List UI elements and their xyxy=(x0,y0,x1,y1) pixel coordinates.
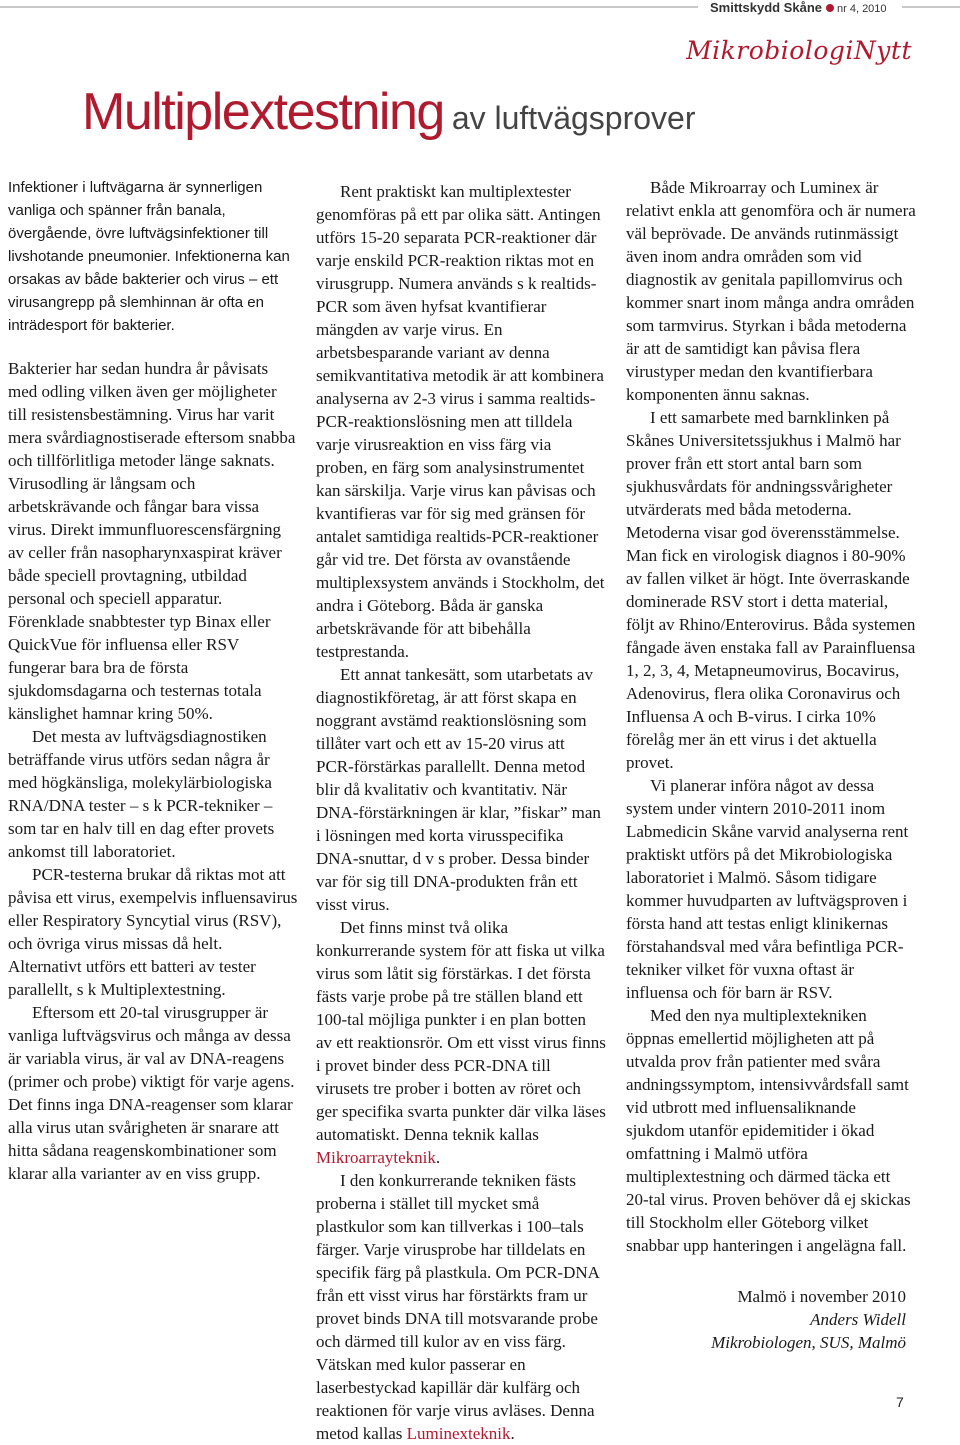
signature-place-date: Malmö i november 2010 xyxy=(737,1287,906,1306)
masthead xyxy=(710,0,887,17)
ingress: Infektioner i luftvägarna är synnerligen vanliga och spänner från banala, övergående, övre luftvägsinfektioner till livshotande pneumonier. Infektionerna kan orsakas av både bakterier och virus – ett virusangrepp på slemhinnan är ofta en inträdesport för bakterier. xyxy=(8,179,290,334)
body-paragraph: I den konkurrerande tekniken fästs proberna i stället till mycket små plastkulor som kan tillverkas i 100–tals färger. Varje virusprobe har tilldelats en specifik färg på plastkula. Om PCR-DNA från ett visst virus har förstärkts fram ur provet binds DNA till motsvarande probe och därmed till kulor av en viss färg. Vätskan med kulor passerar en laserbestyckad kapillär där kulfärg och reaktionen för varje virus avläses. Denna metod kallas Luminexteknik. xyxy=(316,1171,599,1443)
paragraph-text: I den konkurrerande tekniken fästs proberna i stället till mycket små plastkulor som kan tillverkas i 100–tals färger. Varje virusprobe har tilldelats en specifik färg på plastkula. Om PCR-DNA från ett visst virus har förstärkts fram ur provet binds DNA till motsvarande probe och därmed till kulor av en viss färg. Vätskan med kulor passerar en laserbestyckad kapillär där kulfärg och reaktionen för varje virus avläses. Denna metod kallas xyxy=(316,1171,599,1443)
signature-name: Anders Widell xyxy=(810,1310,906,1329)
section-logo: MikrobiologiNytt xyxy=(686,36,912,65)
body-paragraph: PCR-testerna brukar då riktas mot att påvisa ett virus, exempelvis influensavirus eller Respiratory Syncytial virus (RSV), och övriga virus missas då helt. Alternativt utförs ett batteri av tester parallellt, s k Multiplextestning. xyxy=(8,865,298,999)
body-paragraph: Ett annat tankesätt, som utarbetats av diagnostikföretag, är att först skapa en noggrant avstämd reaktionslösning som tillåter vart och ett av 15-20 virus att PCR-förstärkas parallellt. Denna metod blir då kvalitativ och kvantitativ. När DNA-förstärkningen är klar, ”fiskar” man i lösningen med korta virusspecifika DNA-snuttar, d v s prober. Dessa binder var för sig till DNA-produkten från ett visst virus. xyxy=(316,665,601,914)
body-paragraph: Eftersom ett 20-tal virusgrupper är vanliga luftvägsvirus och många av dessa är variabla virus, är val av DNA-reagens (primer och probe) viktigt för varje agens. Det finns inga DNA-reagenser som klarar alla virus utan svårigheten är snarare att hitta sådana reagenskombinationer som klarar alla varianter av en viss grupp. xyxy=(8,1003,295,1183)
body-paragraph: Rent praktiskt kan multiplextester genomföras på ett par olika sätt. Antingen utförs 15-20 separata PCR-reaktioner där varje enskild PCR-reaktion riktas mot en virusgrupp. Numera används s k realtids-PCR som även hyfsat kvantifierar mängden av varje virus. En arbetsbesparande variant av denna semikvantitativa metodik är att kombinera analyserna av 2-3 virus i samma realtids-PCR-reaktionslösning men att tilldela varje virusreaktion en viss färg via proben, en färg som analysinstrumentet kan särskilja. Varje virus kan påvisas och kvantifieras var för sig med gränsen för antalet samtidiga realtids-PCR-reaktioner går vid tre. Det första av ovanstående multiplexsystem används i Stockholm, det andra i Göteborg. Båda är ganska arbetskrävande för att bibehålla testprestanda. xyxy=(316,182,605,661)
title-main: Multiplextestning xyxy=(82,83,444,141)
body-paragraph: Vi planerar införa något av dessa system under vintern 2010-2011 inom Labmedicin Skåne varvid analyserna rent praktiskt utförs på det Mikrobiologiska laboratoriet i Malmö. Såsom tidigare kommer huvudparten av luftvägsproven i första hand att testas enligt klinikernas förstahandsval med våra befintliga PCR-tekniker vilket för vuxna oftast är influensa och för barn är RSV. xyxy=(626,776,909,1002)
signature xyxy=(626,1285,916,1354)
body-paragraph: Bakterier har sedan hundra år påvisats med odling vilken även ger möjligheter till resistensbestämning. Virus har varit mera svårdiagnostiserade eftersom snabba och tillförlitliga metoder länge saknats. Virusodling är långsam och arbetskrävande och fångar bara vissa virus. Direkt immunfluorescensfärgning av celler från nasopharynxaspirat kräver både speciell provtagning, utbildad personal och speciell apparatur. Förenklade snabbtester typ Binax eller QuickVue för influensa eller RSV fungerar bara bra de första sjukdomsdagarna och testernas totala känslighet hamnar kring 50%. xyxy=(8,359,296,723)
column-3 xyxy=(626,176,916,1354)
header-rule-right xyxy=(902,6,960,8)
body-paragraph: Med den nya multiplextekniken öppnas emellertid möjligheten att på utvalda prov från patienter med svåra andningssymptom, intensivvårdsfall samt vid utbrott med influensaliknande sjukdom utanför epidemitider i ökad omfattning i Malmö utföra multiplextestning och därmed täcka ett 20-tal virus. Proven behöver då ej skickas till Stockholm eller Göteborg vilket snabbar upp hanteringen i angelägna fall. xyxy=(626,1006,911,1255)
column-2 xyxy=(316,180,606,1445)
body-paragraph: Det mesta av luftvägsdiagnostiken beträffande virus utförs sedan några år med högkänsliga, molekylärbiologiska RNA/DNA tester – s k PCR-tekniker – som tar en halv till en dag efter provets ankomst till laboratoriet. xyxy=(8,727,275,861)
column-1 xyxy=(8,176,298,1185)
luminex-term: Luminexteknik xyxy=(406,1424,511,1443)
page-number: 7 xyxy=(896,1394,904,1410)
signature-role: Mikrobiologen, SUS, Malmö xyxy=(711,1333,906,1352)
title-sub: av luftvägsprover xyxy=(451,100,696,136)
publication-name: Smittskydd Skåne xyxy=(710,0,822,15)
article-title xyxy=(82,82,695,142)
header-rule-left xyxy=(0,6,698,8)
top-bar xyxy=(0,0,960,16)
issue-label: nr 4, 2010 xyxy=(837,3,887,15)
microarray-term: Mikroarrayteknik xyxy=(316,1148,436,1167)
body-paragraph: Det finns minst två olika konkurrerande system för att fiska ut vilka virus som låtit sig förstärkas. I det första fästs varje probe på tre ställen bland ett 100-tal möjliga punkter i en plan botten av ett reaktionsrör. Om ett visst virus finns i provet binder dess PCR-DNA till virusets tre prober i botten av röret och ger specifika svarta punkter där vilka läses automatiskt. Denna teknik kallas Mikroarrayteknik. xyxy=(316,918,606,1167)
body-paragraph: Både Mikroarray och Luminex är relativt enkla att genomföra och är numera väl beprövade. De används rutinmässigt även inom andra områden som vid diagnostik av genitala papillomvirus och kommer snart inom många andra områden som tarmvirus. Styrkan i båda metoderna är att de samtidigt kan påvisa flera virustyper medan den kvantifierbara komponenten ännu saknas. xyxy=(626,178,916,404)
bullet-dot-icon xyxy=(826,4,834,12)
body-paragraph: I ett samarbete med barnklinken på Skånes Universitetssjukhus i Malmö har prover från ett stort antal barn som sjukhusvårdats för andningssvårigheter utvärderats med båda metoderna. Metoderna visar god överensstämmelse. Man fick en virologisk diagnos i 80-90% av fallen vilket är högt. Inte överraskande dominerade RSV stort i detta material, följt av Rhino/Enterovirus. Båda systemen fångade även enstaka fall av Parainfluensa 1, 2, 3, 4, Metapneumovirus, Bocavirus, Adenovirus, flera olika Coronavirus och Influensa A och B-virus. I cirka 10% förelåg mer än ett virus i det aktuella provet. xyxy=(626,408,916,772)
paragraph-text: Det finns minst två olika konkurrerande system för att fiska ut vilka virus som låtit sig förstärkas. I det första fästs varje probe på tre ställen bland ett 100-tal möjliga punkter i en plan botten av ett reaktionsrör. Om ett visst virus finns i provet binder dess PCR-DNA till virusets tre prober i botten av röret och ger specifika svarta punkter där vilka läses automatiskt. Denna teknik kallas xyxy=(316,918,606,1144)
